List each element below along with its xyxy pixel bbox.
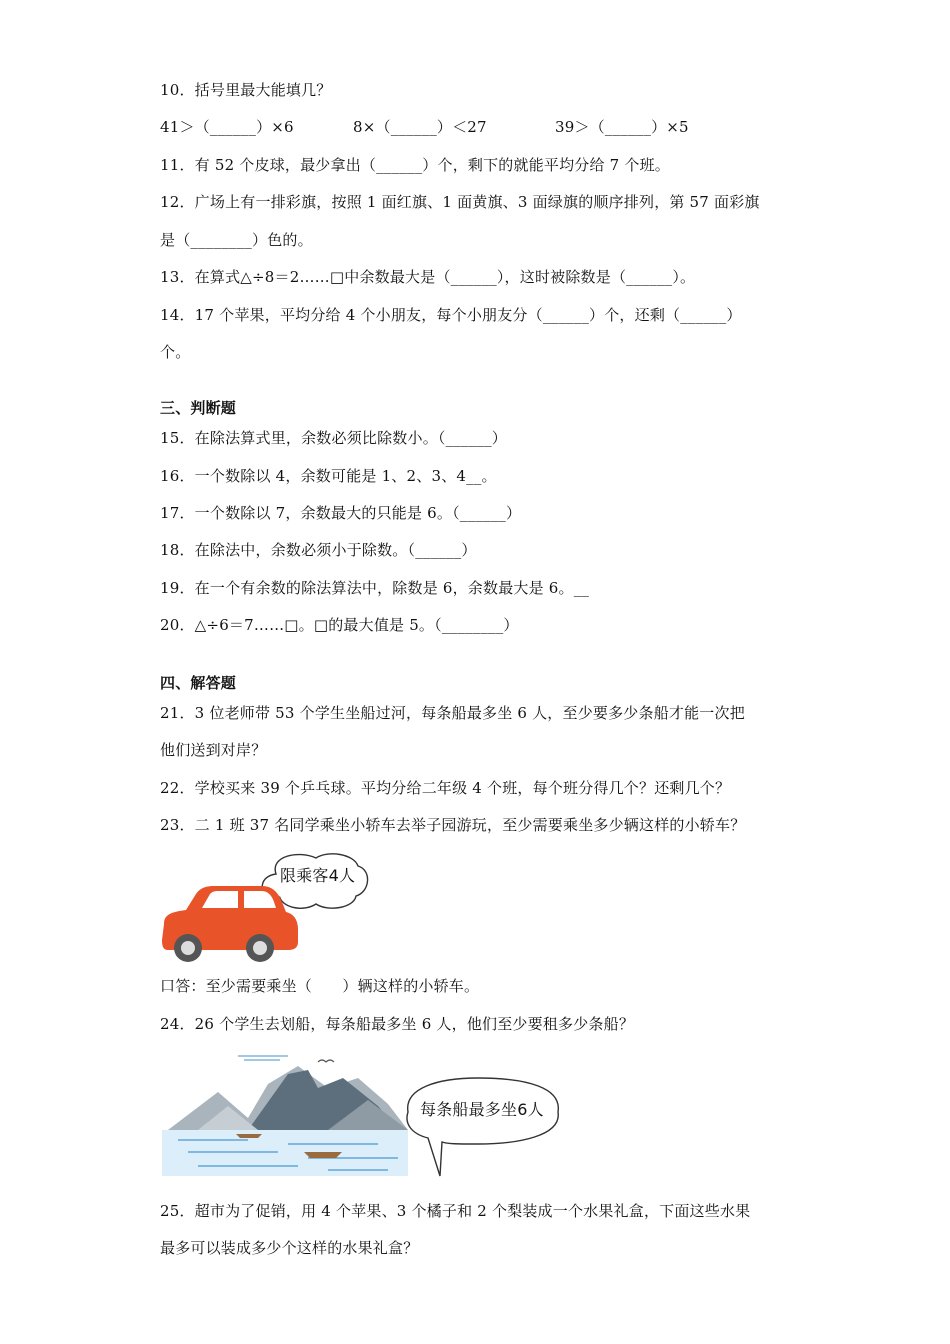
q18-text: 18．在除法中，余数必须小于除数。（______） xyxy=(160,541,477,559)
boat-bubble-text: 每条船最多坐6人 xyxy=(420,1100,544,1119)
q23-text: 23．二 1 班 37 名同学乘坐小轿车去举子园游玩，至少需要乘坐多少辆这样的小轿车？ xyxy=(160,816,746,834)
speech-bubble xyxy=(407,1078,558,1176)
q12-line2: 是（________）色的。 xyxy=(160,231,313,249)
boat-icon-1 xyxy=(236,1134,262,1138)
q10-item-a: 41＞（______）×6 xyxy=(160,118,294,136)
q10-text: 10．括号里最大能填几？ xyxy=(160,81,332,99)
q25-line2: 最多可以装成多少个这样的水果礼盒？ xyxy=(160,1239,419,1257)
section-3-heading: 三、判断题 xyxy=(160,399,237,417)
q21-line1: 21．3 位老师带 53 个学生坐船过河，每条船最多坐 6 人，至少要多少条船才能一次把 xyxy=(160,704,745,722)
q16-text: 16．一个数除以 4，余数可能是 1、2、3、4__。 xyxy=(160,467,497,485)
q22-text: 22．学校买来 39 个乒乓球。平均分给二年级 4 个班，每个班分得几个？还剩几个？ xyxy=(160,779,731,797)
q20-text: 20．△÷6＝7……□。□的最大值是 5。（________） xyxy=(160,616,519,634)
q23-answer: 口答：至少需要乘坐（ ）辆这样的小轿车。 xyxy=(160,977,480,995)
q10-item-c: 39＞（______）×5 xyxy=(555,118,689,136)
q17-text: 17．一个数除以 7，余数最大的只能是 6。（______） xyxy=(160,504,522,522)
q24-text: 24．26 个学生去划船，每条船最多坐 6 人，他们至少要租多少条船？ xyxy=(160,1015,635,1033)
q14-line1: 14．17 个苹果，平均分给 4 个小朋友，每个小朋友分（______）个，还剩（______） xyxy=(160,306,742,324)
q13-text: 13．在算式△÷8＝2……□中余数最大是（______），这时被除数是（______）。 xyxy=(160,268,696,286)
cloud-lines xyxy=(238,1056,288,1060)
q25-line1: 25．超市为了促销，用 4 个苹果、3 个橘子和 2 个梨装成一个水果礼盒，下面这些水果 xyxy=(160,1202,751,1220)
q10-item-b: 8×（______）＜27 xyxy=(353,118,487,136)
boat-icon-2 xyxy=(304,1152,342,1158)
q19-text: 19．在一个有余数的除法算法中，除数是 6，余数最大是 6。__ xyxy=(160,579,590,597)
q21-line2: 他们送到对岸？ xyxy=(160,741,267,759)
q12-line1: 12．广场上有一排彩旗，按照 1 面红旗、1 面黄旗、3 面绿旗的顺序排列，第 57 面彩旗 xyxy=(160,193,760,211)
q11-text: 11．有 52 个皮球，最少拿出（______）个，剩下的就能平均分给 7 个班。 xyxy=(160,156,670,174)
section-4-heading: 四、解答题 xyxy=(160,674,237,692)
q14-line2: 个。 xyxy=(160,343,191,361)
q15-text: 15．在除法算式里，余数必须比除数小。（______） xyxy=(160,429,507,447)
car-bubble-text: 限乘客4人 xyxy=(280,866,356,885)
bird-icon xyxy=(318,1060,334,1062)
